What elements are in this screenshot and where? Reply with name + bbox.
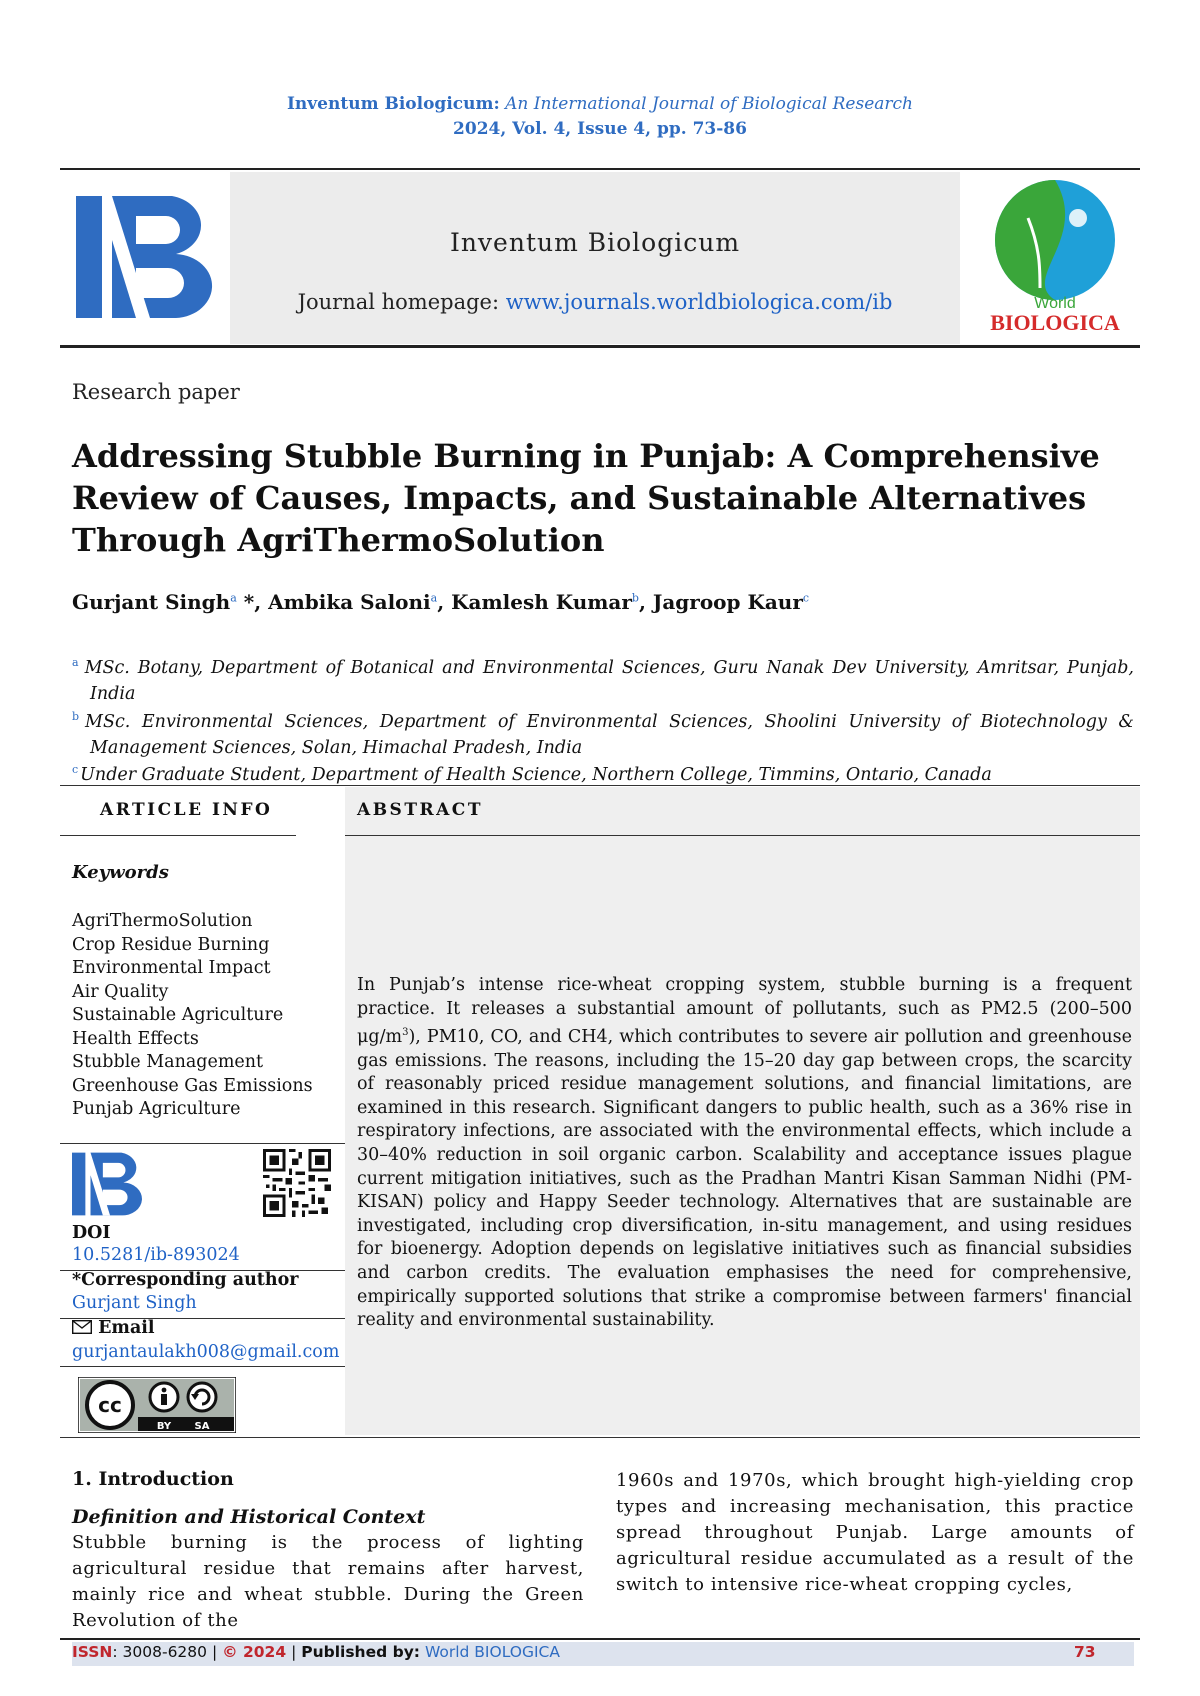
abstract-heading: ABSTRACT [357,800,483,820]
corresponding-author-label: *Corresponding author [72,1270,299,1290]
keyword-item: Health Effects [72,1028,199,1049]
footer-rule [60,1638,1140,1640]
author-separator: , [437,590,452,614]
wb-logo-world: World [1034,295,1076,312]
doi-link[interactable]: 10.5281/ib-893024 [72,1245,240,1265]
world-biologica-logo-icon [980,178,1130,338]
article-info-rule [60,835,296,836]
abstract-text [357,974,1132,1333]
footer-separator: | [207,1643,223,1661]
banner-top-rule [60,168,1140,170]
published-label: Published by: [301,1643,420,1661]
journal-name: Inventum Biologicum: [286,94,500,114]
keyword-item: Environmental Impact [72,958,271,978]
author-affiliation-mark: b [631,591,639,605]
cc-by-text: BY [156,1421,172,1432]
info-top-rule [60,785,1140,786]
affiliation-c [72,757,1134,788]
qr-code-icon[interactable] [263,1148,331,1218]
author-separator: , [638,590,653,614]
paper-type: Research paper [72,380,240,404]
ib-logo-icon [76,196,216,318]
cc-by-sa-license-icon[interactable] [78,1377,236,1433]
author-affiliation-mark: c [802,591,810,605]
email-label: Email [98,1318,155,1338]
email-row [72,1318,155,1338]
section-heading: 1. Introduction [72,1468,234,1490]
cc-text: cc [98,1393,122,1417]
corresponding-author-link[interactable]: Gurjant Singh [72,1293,197,1313]
keywords-heading: Keywords [72,862,169,883]
info-bottom-rule [60,1437,1140,1438]
affiliation-text: Under Graduate Student, Department of Health Science, Northern College, Timmins, Ontario, Canada [80,764,992,785]
affiliation-a [72,650,1134,707]
envelope-icon [72,1320,92,1334]
wb-logo-biologica: BIOLOGICA [990,310,1120,335]
footer-text [72,1643,560,1661]
qr-top-rule [60,1143,345,1144]
email-rule [60,1366,345,1367]
journal-issue: 2024, Vol. 4, Issue 4, pp. 73-86 [453,119,747,139]
doi-label: DOI [72,1223,111,1243]
affiliation-text: MSc. Botany, Department of Botanical and Environmental Sciences, Guru Nanak Dev University, Amritsar, Punjab, India [84,657,1134,704]
affiliation-b [72,704,1134,761]
publisher-name[interactable]: World BIOLOGICA [424,1643,560,1661]
email-link[interactable]: gurjantaulakh008@gmail.com [72,1342,340,1362]
author-separator: *, [236,590,269,614]
keyword-item: Stubble Management [72,1052,264,1072]
cc-sa-text: SA [194,1421,210,1432]
keyword-item: Greenhouse Gas Emissions [72,1075,313,1096]
homepage-label: Journal homepage: [297,290,500,314]
keyword-item: AgriThermoSolution [72,911,253,931]
author-name: Ambika Saloni [268,590,431,614]
keyword-item: Sustainable Agriculture [72,1005,284,1025]
author-list [72,590,809,614]
keyword-item: Crop Residue Burning [72,934,270,955]
keyword-item: Punjab Agriculture [72,1099,241,1119]
article-info-heading: ARTICLE INFO [100,800,273,820]
keyword-list [72,910,313,1122]
abstract-rule [345,835,1140,836]
affiliation-text: MSc. Environmental Sciences, Department of Environmental Sciences, Shoolini University of Biotechnology & Management Sciences, Solan, Himachal Pradesh, India [85,711,1134,758]
banner-journal-name: Inventum Biologicum [449,228,741,257]
paper-title: Addressing Stubble Burning in Punjab: A Comprehensive Review of Causes, Impacts, and Sustainable Alternatives Through AgriThermoSolution [72,437,1100,559]
author-affiliation-mark: a [230,591,237,605]
issn-value: : 3008-6280 [112,1643,208,1661]
affiliation-mark: b [72,710,80,723]
author-name: Jagroop Kaur [652,590,803,614]
homepage-link[interactable]: www.journals.worldbiologica.com/ib [505,290,893,314]
body-right-column: 1960s and 1970s, which brought high-yielding crop types and increasing mechanisation, this practice spread throughout Punjab. Large amounts of agricultural residue accumulated as a result of the switch to intensive rice-wheat cropping cycles, [616,1470,1134,1595]
journal-subtitle: An International Journal of Biological Research [505,94,913,114]
footer-separator: | [286,1643,302,1661]
ib-small-logo-icon [72,1150,144,1218]
affiliation-mark: c [72,763,79,776]
issn-label: ISSN [72,1643,113,1661]
keyword-item: Air Quality [72,981,169,1002]
copyright: © 2024 [222,1643,287,1661]
running-header [0,92,1200,142]
subsection-heading: Definition and Historical Context [72,1506,426,1528]
abstract-superscript: 3 [402,1027,409,1039]
banner-bottom-rule [60,345,1140,348]
page-number: 73 [1074,1643,1096,1661]
abstract-text-part: ), PM10, CO, and CH4, which contributes to severe air pollution and greenhouse gas emissions. The reasons, including the 15–20 day gap between crops, the scarcity of reasonably priced residue management solutions, and financial limitations, are examined in this research. Significant dangers to public health, such as a 36% rise in respiratory infections, are associated with the environmental effects, which include a 30–40% reduction in soil organic carbon. Scalability and acceptance issues plague current mitigation initiatives, such as the Pradhan Mantri Kisan Samman Nidhi (PM-KISAN) policy and Happy Seeder technology. Alternatives that are sustainable are investigated, including crop diversification, in-situ management, and using residues for bioenergy. Adoption depends on legislative initiatives such as financial subsidies and carbon credits. The evaluation emphasises the need for comprehensive, empirically supported solutions that strike a compromise between farmers' financial reality and environmental sustainability. [357,1027,1132,1331]
author-name: Kamlesh Kumar [451,590,632,614]
journal-homepage [230,290,960,314]
banner-background [230,172,960,344]
author-name: Gurjant Singh [72,590,231,614]
affiliation-mark: a [72,656,79,669]
body-left-column: Stubble burning is the process of lighting agricultural residue that remains after harvest, mainly rice and wheat stubble. During the Green Revolution of the [72,1532,584,1631]
abstract-text-part: In Punjab’s intense rice-wheat cropping system, stubble burning is a frequent practice. It releases a substantial amount of pollutants, such as PM2.5 (200–500 μg/m [357,975,1132,1048]
author-affiliation-mark: a [430,591,438,605]
